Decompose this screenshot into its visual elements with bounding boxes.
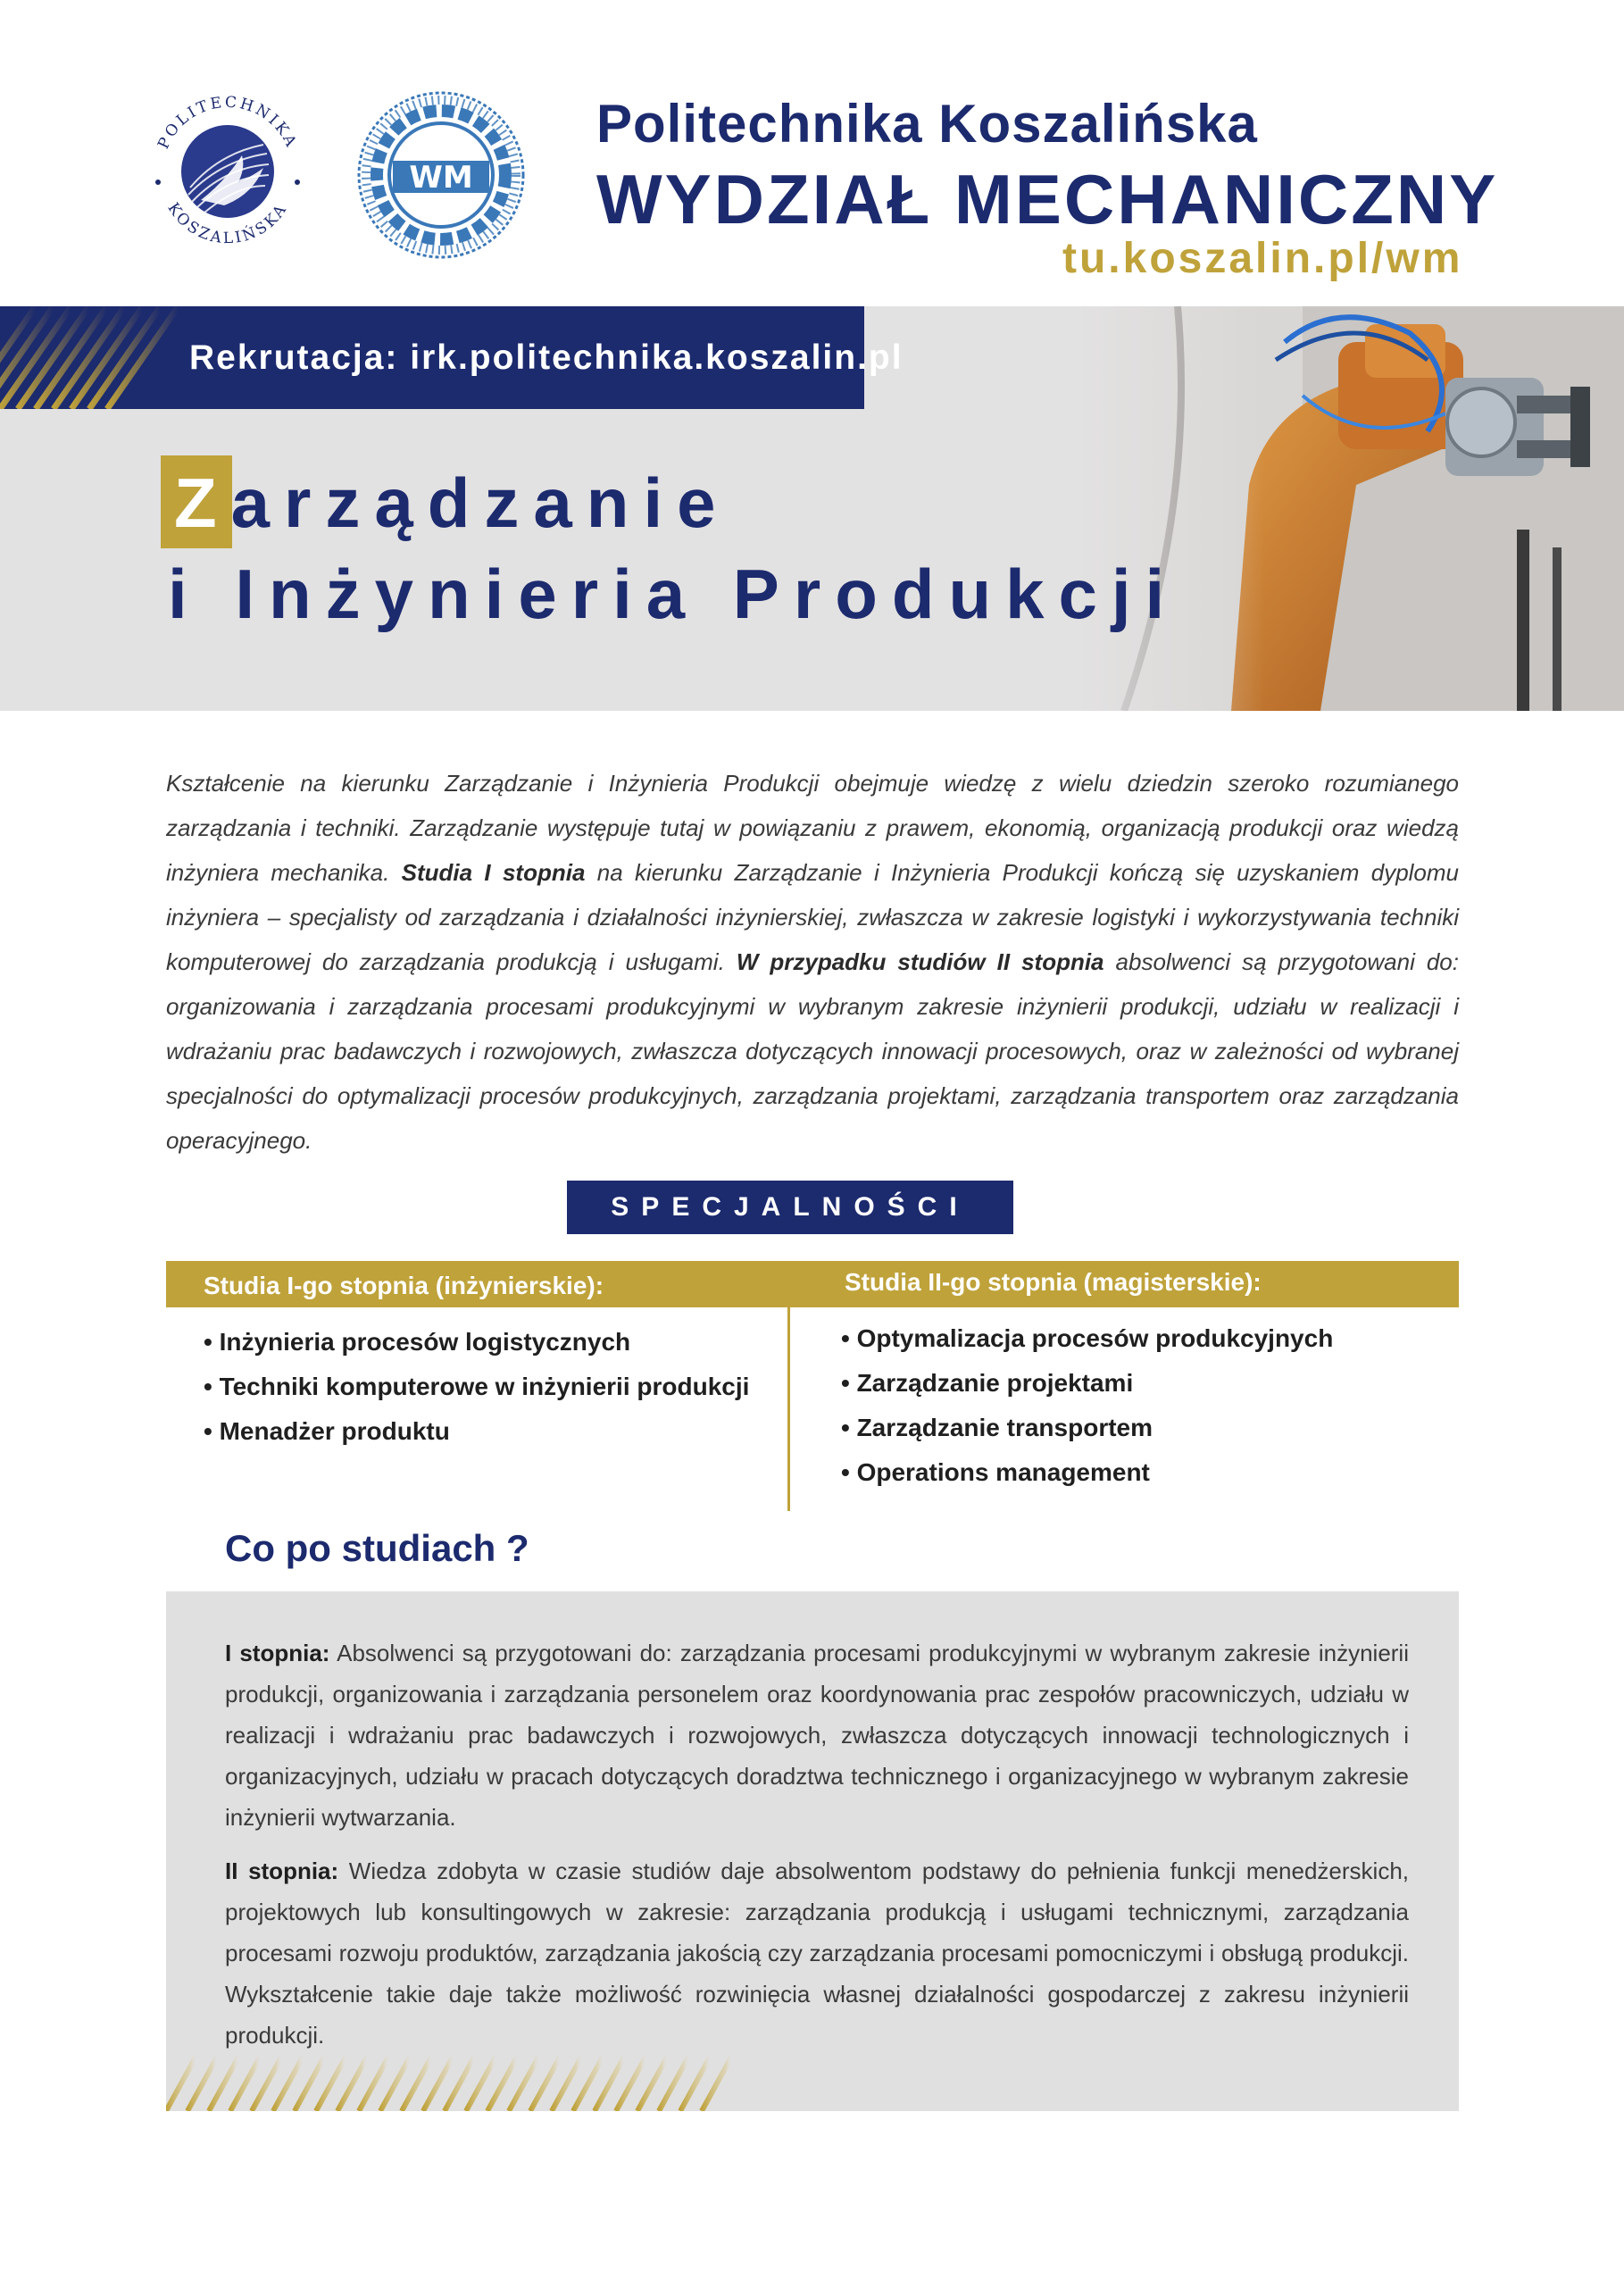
wm-faculty-logo <box>355 89 527 261</box>
list-item: • Zarządzanie projektami <box>841 1369 1134 1397</box>
politechnika-koszalinska-logo <box>138 82 317 261</box>
gold-stripes-overlay <box>0 306 196 409</box>
title-initial: Z <box>174 463 231 542</box>
intro-bold-2: W przypadku studiów II stopnia <box>736 948 1104 975</box>
intro-text-1: Kształcenie na kierunku Zarządzanie i Inżynieria Produkcji obejmuje wiedzę z wielu dziedzin szeroko rozumianego zarządzania i techniki. Zarządzanie występuje tutaj w powiązaniu z prawem, ekonomią, organizacją produkcji oraz wiedzą inżyniera mechanika. <box>166 770 1459 886</box>
intro-bold-1: Studia I stopnia <box>401 859 586 886</box>
intro-text-2: na kierunku Zarządzanie i Inżynieria Produkcji kończą się uzyskaniem dyplomu inżyniera – specjalisty od zarządzania i działalności inżynierskiej, zwłaszcza w zakresie logistyki i wykorzystywania techniki komputerowej do zarządzania produkcją i usługami. <box>166 859 1460 975</box>
robot-arm-image <box>1070 306 1624 711</box>
first-cycle-heading: Studia I-go stopnia (inżynierskie): <box>204 1272 604 1299</box>
second-cycle-heading: Studia II-go stopnia (magisterskie): <box>845 1268 1262 1296</box>
recruitment-link[interactable]: Rekrutacja: irk.politechnika.koszalin.pl <box>189 338 904 377</box>
intro-text-3: absolwenci są przygotowani do: organizowania i zarządzania procesami produkcyjnymi w wybranym zakresie inżynierii produkcji, udziału w realizacji i wdrażaniu prac badawczych i rozwojowych, zwłaszcza dotyczących innowacji procesowych, oraz w zależności od wybranej specjalności do optymalizacji procesów produkcyjnych, zarządzania projektami, zarządzania transportem oraz zarządzania operacyjnego. <box>166 948 1459 1154</box>
gold-stripes-bottom-decoration <box>166 2056 755 2111</box>
list-item: • Menadżer produktu <box>204 1417 450 1445</box>
list-item: • Optymalizacja procesów produkcyjnych <box>841 1324 1334 1352</box>
second-cycle-text: Wiedza zdobyta w czasie studiów daje absolwentom podstawy do pełnienia funkcji menedżerskich, projektowych lub konsultingowych w zakresie: zarządzania produkcją i usługami technicznymi, zarządzania procesami rozwoju produktów, zarządzania jakością czy zarządzania procesami pomocniczymi i obsługą produkcji. Wykształcenie takie daje także możliwość rozwinięcia własnej działalności gospodarczej z zakresu inżynierii produkcji. <box>225 1857 1410 2049</box>
after-studies-box <box>166 1591 1459 2111</box>
list-item: • Inżynieria procesów logistycznych <box>204 1328 631 1356</box>
university-name: Politechnika Koszalińska <box>596 94 1258 154</box>
first-cycle-list <box>204 1320 749 1454</box>
title-line1-rest: arządzanie <box>230 463 730 542</box>
program-title-line2: i Inżynieria Produkcji <box>168 555 1179 633</box>
second-cycle-list <box>841 1316 1333 1495</box>
svg-text:KOSZALIŃSKA: KOSZALIŃSKA <box>163 199 292 248</box>
specializations-heading: SPECJALNOŚCI <box>567 1181 1013 1234</box>
column-divider <box>787 1307 790 1511</box>
second-cycle-label: II stopnia: <box>225 1857 339 1884</box>
list-item: • Techniki komputerowe w inżynierii produkcji <box>204 1373 750 1400</box>
svg-text:POLITECHNIKA: POLITECHNIKA <box>154 93 301 153</box>
first-cycle-outcomes <box>225 1632 1409 1838</box>
first-cycle-label: I stopnia: <box>225 1640 330 1666</box>
svg-text:WM: WM <box>409 160 473 196</box>
first-cycle-text: Absolwenci są przygotowani do: zarządzania procesami produkcyjnymi w wybranym zakresie inżynierii produkcji, organizowania i zarządzania personelem oraz koordynowania prac zespołów pracowniczych, udziału w realizacji i wdrażaniu prac badawczych i rozwojowych, zwłaszcza dotyczących innowacji technologicznych i organizacyjnych, udziału w pracach dotyczących doradztwa technicznego i organizacyjnego w wybranym zakresie inżynierii wytwarzania. <box>225 1640 1409 1831</box>
list-item: • Operations management <box>841 1458 1150 1486</box>
after-studies-title: Co po studiach ? <box>225 1527 529 1569</box>
list-item: • Zarządzanie transportem <box>841 1414 1153 1441</box>
faculty-name: WYDZIAŁ MECHANICZNY <box>596 160 1499 238</box>
program-title-line1 <box>174 463 730 544</box>
program-description <box>166 761 1459 1163</box>
second-cycle-outcomes <box>225 1850 1409 2056</box>
faculty-url[interactable]: tu.koszalin.pl/wm <box>1062 235 1463 282</box>
